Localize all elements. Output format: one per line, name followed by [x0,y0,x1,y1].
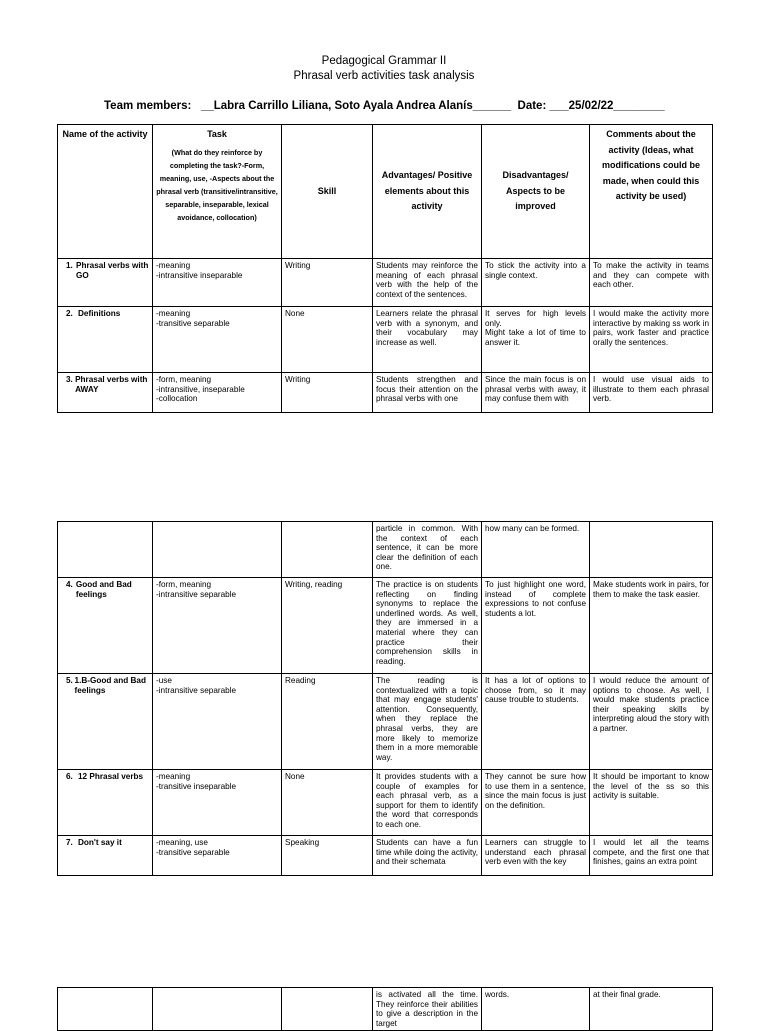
task-cell: -use -intransitive separable [153,674,282,770]
disadvantages-cell: how many can be formed. [482,522,590,578]
activity-name: Don't say it [78,838,122,847]
table-row [58,259,713,307]
skill-cell: Speaking [282,836,373,876]
activity-number: 3. [66,375,73,384]
activity-name-cell [58,578,153,674]
comments-cell: I would make the activity more interactive by making ss work in pairs, work faster and practice orally the sentences. [590,307,713,373]
activity-name: Phrasal verbs with AWAY [75,375,148,394]
header-advantages: Advantages/ Positive elements about this activity [373,125,482,259]
table-row [58,307,713,373]
task-cell: -meaning, use -transitive separable [153,836,282,876]
header-task [153,125,282,259]
table-row [58,578,713,674]
advantages-cell: Students may reinforce the meaning of each phrasal verb with the help of the context of the sentences. [373,259,482,307]
activity-name: 1.B-Good and Bad feelings [74,676,146,695]
disadvantages-cell: Since the main focus is on phrasal verbs with away, it may confuse them with [482,373,590,413]
header-disadvantages: Disadvantages/ Aspects to be improved [482,125,590,259]
comments-cell: Make students work in pairs, for them to make the task easier. [590,578,713,674]
table-row [58,674,713,770]
activity-name: Good and Bad feelings [75,580,132,599]
document-subtitle: Phrasal verb activities task analysis [293,70,475,82]
table-row [58,836,713,876]
analysis-table-page1 [57,124,713,413]
comments-cell: at their final grade. [590,988,713,1031]
advantages-cell: is activated all the time. They reinforce their abilities to give a description in the target [373,988,482,1031]
header-task-label: Task [207,129,227,139]
activity-name-cell [58,770,153,836]
disadvantages-cell: It has a lot of options to choose from, so it may cause trouble to students. [482,674,590,770]
header-skill: Skill [282,125,373,259]
activity-number: 7. [66,838,73,847]
header-task-note: (What do they reinforce by completing the task?-Form, meaning, use, -Aspects about the phrasal verb (transitive/intransitive, separable, inseparable, lexical avoidance, collocation) [156,147,278,222]
advantages-cell: Students can have a fun time while doing the activity, and their schemata [373,836,482,876]
activity-name-cell [58,259,153,307]
task-cell: -meaning -intransitive inseparable [153,259,282,307]
task-cell: -form, meaning -intransitive, inseparable -collocation [153,373,282,413]
header-name: Name of the activity [58,125,153,259]
activity-name: 12 Phrasal verbs [78,772,144,781]
disadvantages-cell: To stick the activity into a single context. [482,259,590,307]
activity-name-cell [58,836,153,876]
table-row [58,988,713,1031]
table-row [58,770,713,836]
advantages-cell: Students strengthen and focus their attention on the phrasal verbs with one [373,373,482,413]
task-cell [153,988,282,1031]
task-cell: -meaning -transitive inseparable [153,770,282,836]
activity-name-cell [58,988,153,1031]
document-title: Pedagogical Grammar II [321,55,447,67]
advantages-cell: The reading is contextualized with a topic that may engage students' attention. Consequently, when they replace the phrasal verbs, they are more likely to memorize them in a more memorable way. [373,674,482,770]
comments-cell: I would reduce the amount of options to choose. As well, I would make students practice their speaking skills by interpreting aloud the story with a partner. [590,674,713,770]
activity-number: 1. [66,261,73,270]
task-cell [153,522,282,578]
task-cell: -meaning -transitive separable [153,307,282,373]
advantages-cell: It provides students with a couple of examples for each phrasal verb, as a support for them to identify the word that corresponds to each one. [373,770,482,836]
activity-name-cell [58,522,153,578]
task-cell: -form, meaning -intransitive separable [153,578,282,674]
disadvantages-cell: They cannot be sure how to use them in a sentence, since the main focus is just on the definition. [482,770,590,836]
disadvantages-cell: Learners can struggle to understand each phrasal verb even with the key [482,836,590,876]
disadvantages-cell: To just highlight one word, instead of complete expressions to not confuse students a lot. [482,578,590,674]
team-members-line: Team members: __Labra Carrillo Liliana, Soto Ayala Andrea Alanís______ Date: ___25/02/22________ [104,100,665,112]
analysis-table-page3 [57,987,713,1031]
skill-cell: Writing, reading [282,578,373,674]
advantages-cell: Learners relate the phrasal verb with a synonym, and their vocabulary may increase as well. [373,307,482,373]
skill-cell: None [282,307,373,373]
activity-name-cell [58,373,153,413]
skill-cell [282,522,373,578]
advantages-cell: The practice is on students reflecting on finding synonyms to replace the underlined words. As well, they are immersed in a material where they can practice their comprehension skills in reading. [373,578,482,674]
comments-cell: I would use visual aids to illustrate to them each phrasal verb. [590,373,713,413]
header-comments: Comments about the activity (Ideas, what modifications could be made, when could this activity be used) [590,125,713,259]
comments-cell: It should be important to know the level of the ss so this activity is suitable. [590,770,713,836]
comments-cell: To make the activity in teams and they can compete with each other. [590,259,713,307]
activity-name: Definitions [78,309,121,318]
comments-cell [590,522,713,578]
activity-name-cell [58,307,153,373]
analysis-table-page2 [57,521,713,876]
activity-number: 2. [66,309,73,318]
disadvantages-cell: words. [482,988,590,1031]
skill-cell [282,988,373,1031]
activity-number: 4. [66,580,73,589]
comments-cell: I would let all the teams compete, and the first one that finishes, gains an extra point [590,836,713,876]
skill-cell: Writing [282,259,373,307]
table-row [58,522,713,578]
table-row [58,373,713,413]
activity-name-cell [58,674,153,770]
disadvantages-cell: It serves for high levels only. Might take a lot of time to answer it. [482,307,590,373]
skill-cell: Reading [282,674,373,770]
activity-number: 5. [66,676,73,685]
advantages-cell: particle in common. With the context of each sentence, it can be more clear the definition of each one. [373,522,482,578]
skill-cell: None [282,770,373,836]
activity-name: Phrasal verbs with GO [76,261,149,280]
skill-cell: Writing [282,373,373,413]
activity-number: 6. [66,772,73,781]
